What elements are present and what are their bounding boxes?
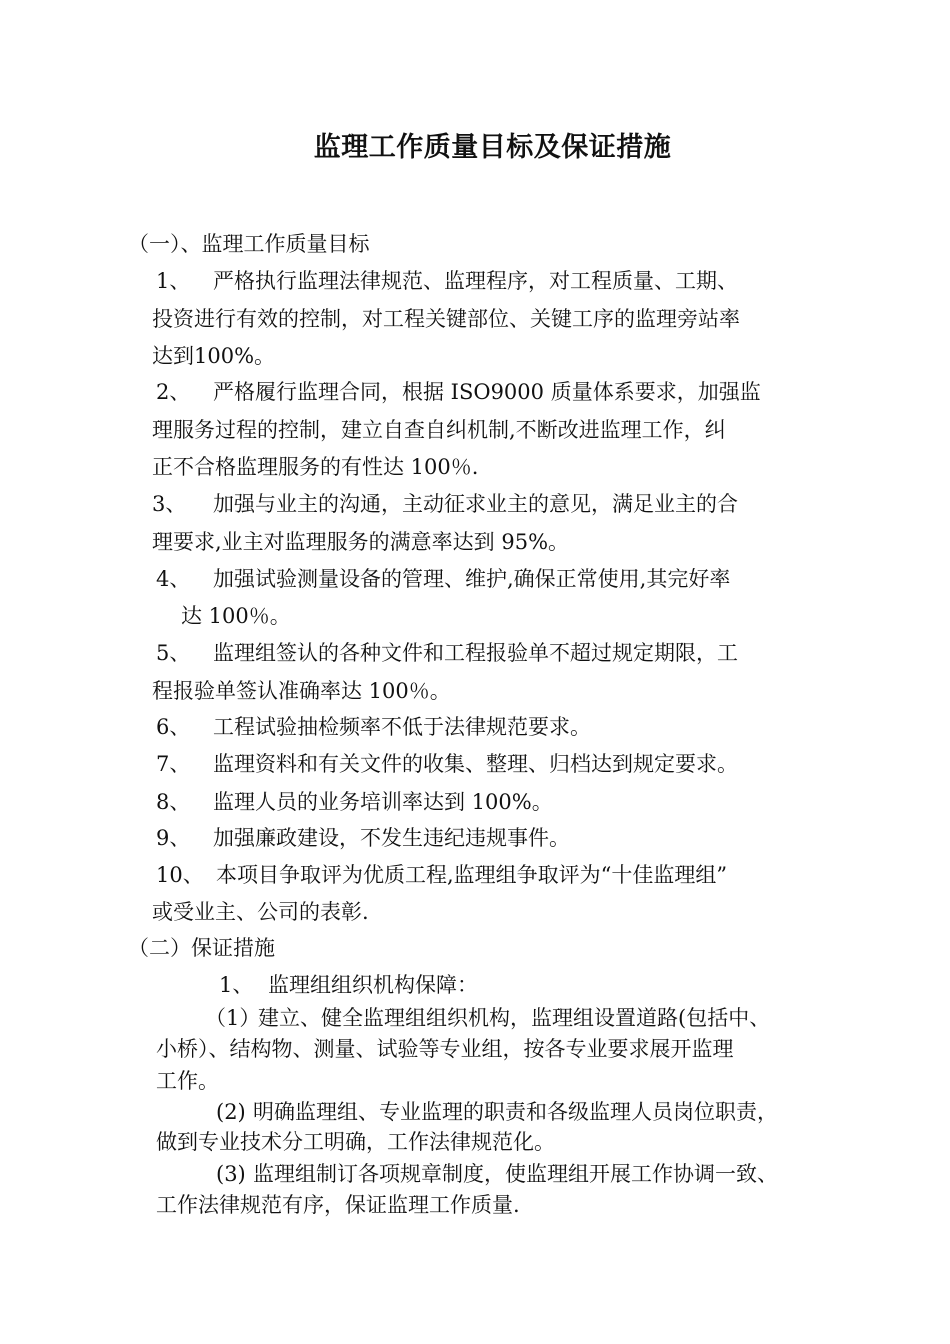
section-heading-quality-goals: （一）、监理工作质量目标 — [128, 232, 370, 256]
list-item-number: 3、 — [152, 492, 187, 516]
list-item-text: 达到100%。 — [152, 344, 276, 368]
point-text: 工作。 — [156, 1069, 219, 1093]
list-item-text: 严格履行监理合同，根据 ISO9000 质量体系要求，加强监 — [213, 380, 761, 404]
list-item-number: 9、 — [156, 826, 191, 850]
list-item-number: 2、 — [156, 380, 191, 404]
section-heading-guarantee-measures: （二）保证措施 — [128, 936, 275, 960]
list-item-number: 1、 — [156, 269, 191, 293]
point-number: (2) — [216, 1100, 246, 1124]
list-item-text: 加强试验测量设备的管理、维护,确保正常使用,其完好率 — [213, 567, 731, 591]
list-item-text: 或受业主、公司的表彰. — [152, 900, 369, 924]
subsection-number: 1、 — [219, 973, 254, 997]
point-text: 明确监理组、专业监理的职责和各级监理人员岗位职责， — [253, 1100, 778, 1124]
point-number: (3) — [216, 1162, 246, 1186]
point-number: （1） — [205, 1006, 261, 1030]
list-item-text: 正不合格监理服务的有性达 100％. — [152, 455, 479, 479]
list-item-number: 7、 — [156, 752, 191, 776]
list-item-text: 监理组签认的各种文件和工程报验单不超过规定期限，工 — [213, 641, 738, 665]
list-item-text: 程报验单签认准确率达 100％。 — [152, 679, 451, 703]
list-item-text: 达 100％。 — [181, 604, 291, 628]
point-text: 监理组制订各项规章制度，使监理组开展工作协调一致、 — [253, 1162, 778, 1186]
point-text: 工作法律规范有序，保证监理工作质量. — [156, 1193, 520, 1217]
list-item-text: 投资进行有效的控制，对工程关键部位、关键工序的监理旁站率 — [152, 307, 740, 331]
subsection-title: 监理组组织机构保障： — [268, 973, 478, 997]
document-title: 监理工作质量目标及保证措施 — [313, 132, 672, 163]
point-text: 做到专业技术分工明确，工作法律规范化。 — [156, 1130, 555, 1154]
list-item-text: 加强与业主的沟通，主动征求业主的意见，满足业主的合 — [213, 492, 738, 516]
list-item-text: 工程试验抽检频率不低于法律规范要求。 — [213, 715, 591, 739]
list-item-text: 加强廉政建设，不发生违纪违规事件。 — [213, 826, 570, 850]
list-item-number: 4、 — [156, 567, 191, 591]
list-item-number: 5、 — [156, 641, 191, 665]
list-item-text: 监理资料和有关文件的收集、整理、归档达到规定要求。 — [213, 752, 738, 776]
list-item-number: 10、 — [156, 863, 204, 887]
list-item-text: 严格执行监理法律规范、监理程序，对工程质量、工期、 — [213, 269, 738, 293]
list-item-number: 8、 — [156, 790, 191, 814]
list-item-text: 理要求,业主对监理服务的满意率达到 95%。 — [152, 530, 570, 554]
list-item-text: 理服务过程的控制，建立自查自纠机制,不断改进监理工作，纠 — [152, 418, 726, 442]
list-item-number: 6、 — [156, 715, 191, 739]
point-text: 小桥）、结构物、测量、试验等专业组，按各专业要求展开监理 — [156, 1037, 734, 1061]
list-item-text: 监理人员的业务培训率达到 100%。 — [213, 790, 553, 814]
point-text: 建立、健全监理组组织机构，监理组设置道路(包括中、 — [258, 1006, 771, 1030]
list-item-text: 本项目争取评为优质工程,监理组争取评为“十佳监理组” — [216, 863, 728, 887]
